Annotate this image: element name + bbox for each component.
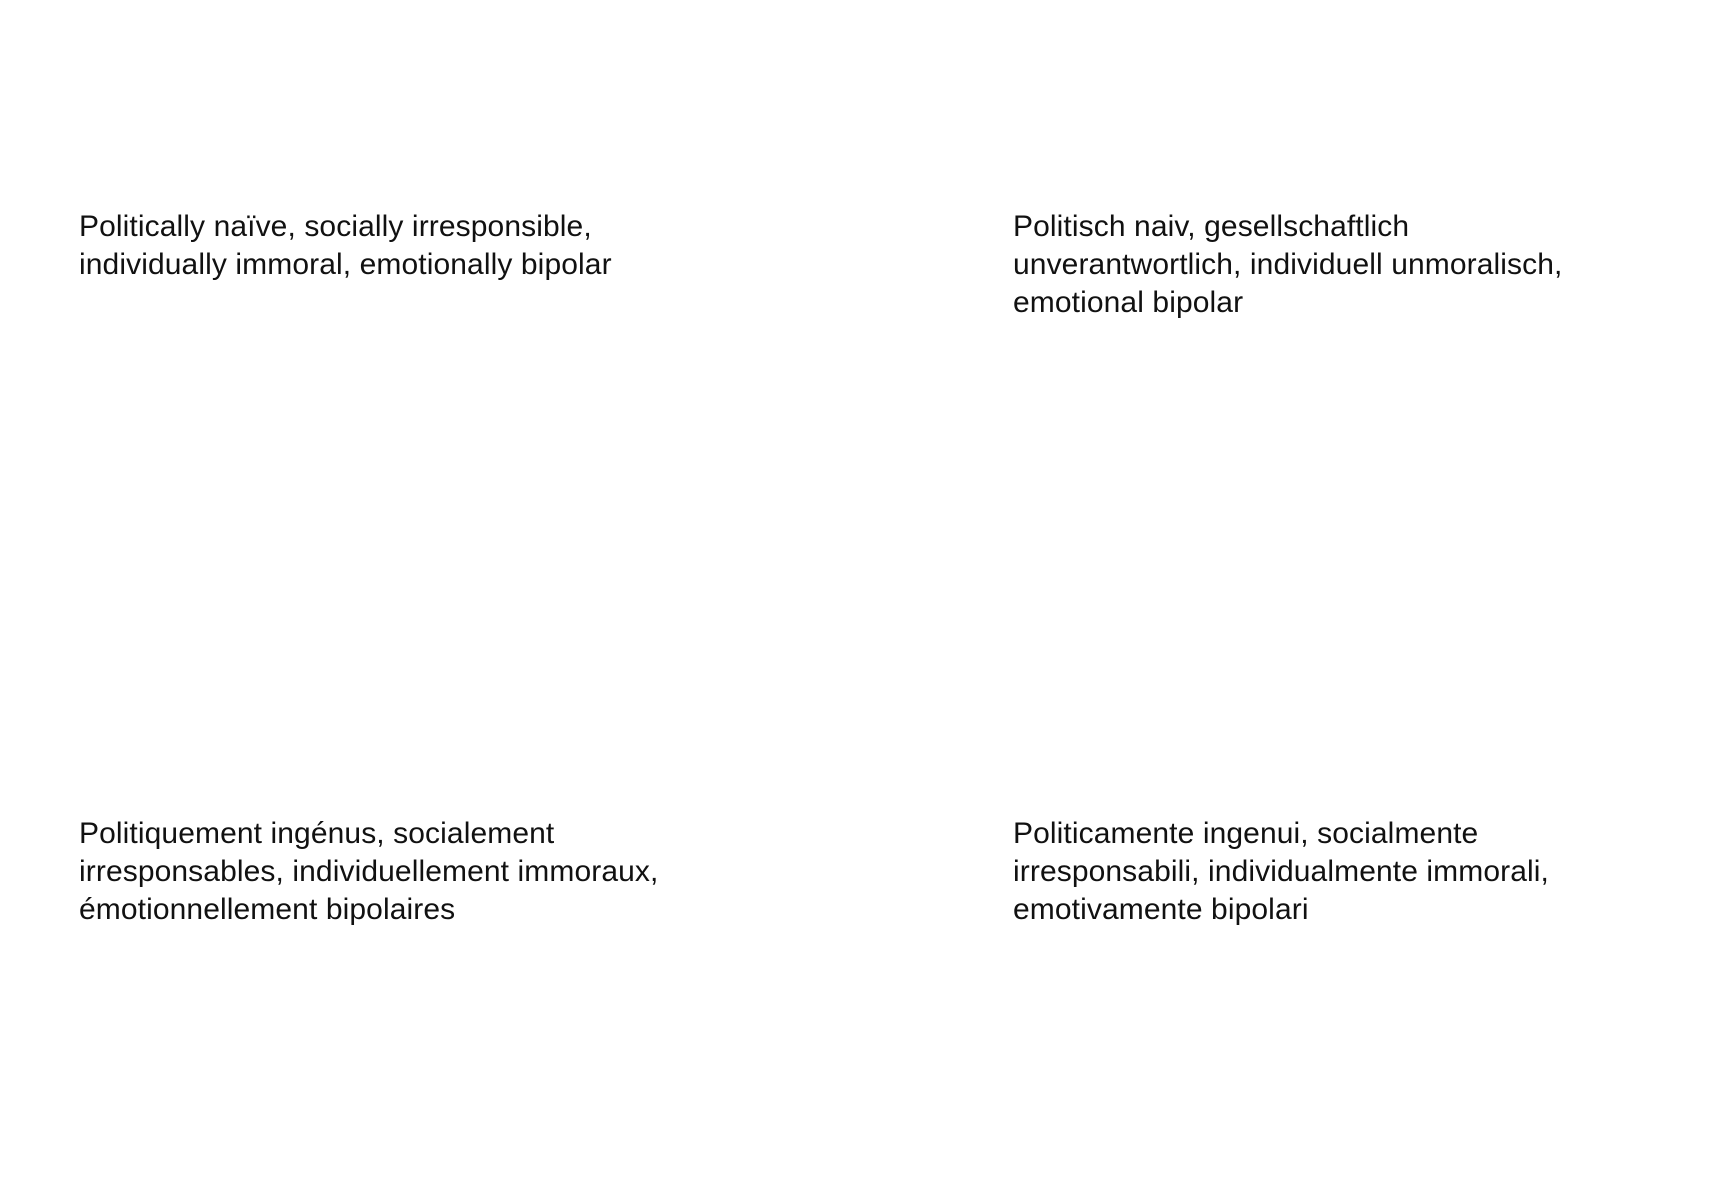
text-line: émotionnellement bipolaires xyxy=(79,893,456,926)
text-block-german xyxy=(1013,208,1732,322)
text-line: Politicamente ingenui, socialmente xyxy=(1013,817,1479,850)
text-line: emotivamente bipolari xyxy=(1013,893,1309,926)
text-line: Politiquement ingénus, socialement xyxy=(79,817,555,850)
text-line: Politically naïve, socially irresponsible, xyxy=(79,210,592,243)
text-line: Politisch naiv, gesellschaftlich xyxy=(1013,210,1410,243)
text-line: emotional bipolar xyxy=(1013,286,1244,319)
text-line: irresponsables, individuellement immoraux, xyxy=(79,855,659,888)
text-line: individually immoral, emotionally bipolar xyxy=(79,248,612,281)
text-block-english xyxy=(79,208,799,284)
text-block-italian xyxy=(1013,815,1732,929)
text-line: unverantwortlich, individuell unmoralisch, xyxy=(1013,248,1563,281)
text-line: irresponsabili, individualmente immorali, xyxy=(1013,855,1549,888)
text-block-french xyxy=(79,815,799,929)
